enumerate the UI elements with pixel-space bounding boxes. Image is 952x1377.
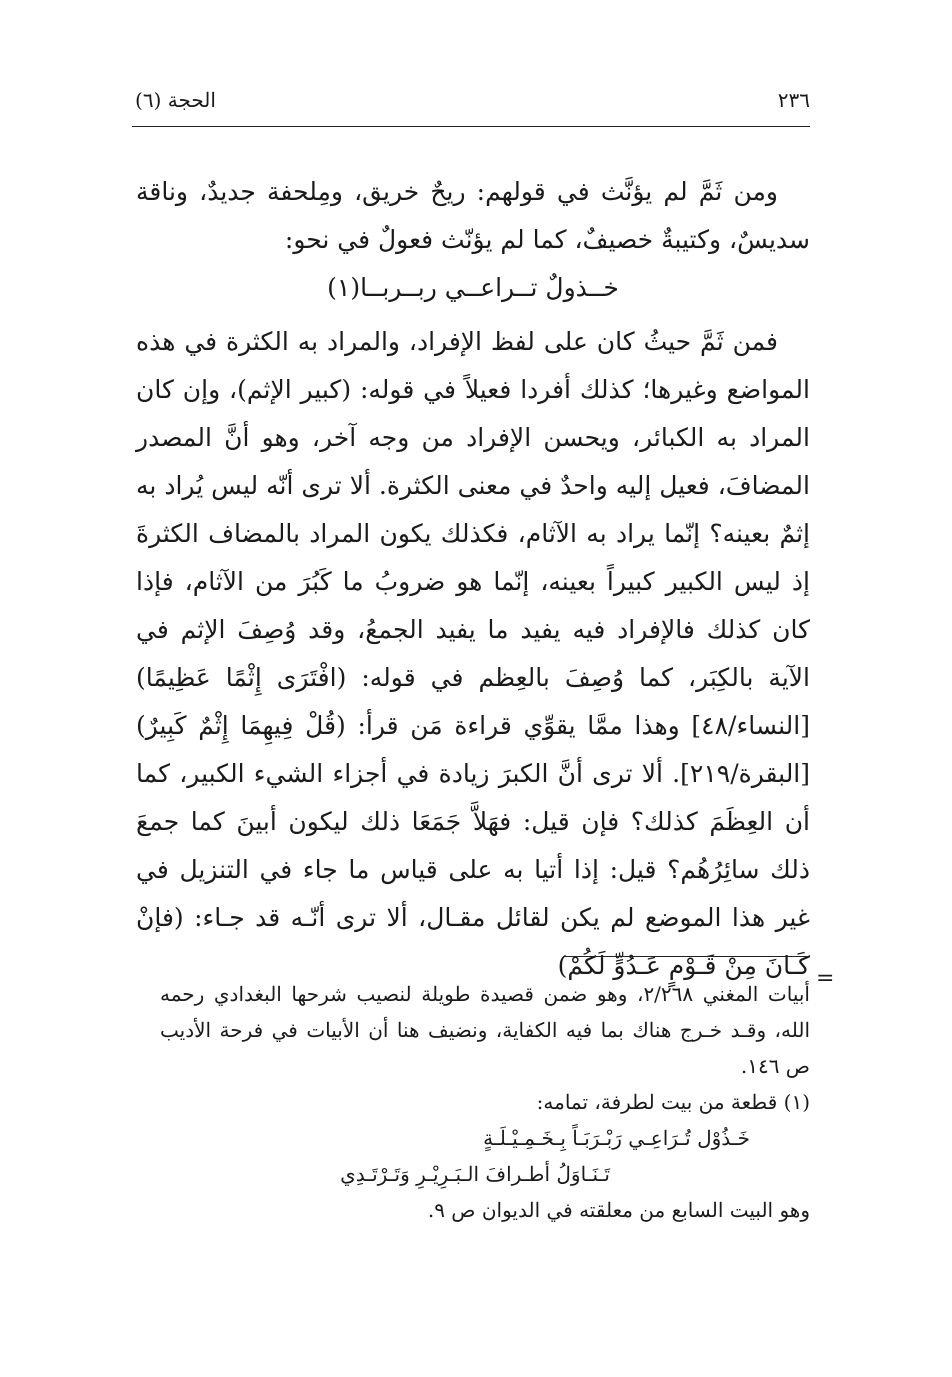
verse-line: خــذولٌ تــراعــي ربــربــا(١): [327, 273, 619, 302]
footnote-continuation: أبيات المغني ٢/٢٦٨، وهو ضمن قصيدة طويلة لنصيب شرحها البغدادي رحمه الله، وقـد خـرج هناك بما فيه الكفاية، ونضيف هنا أن الأبيات في فرحة الأديب ص ١٤٦.: [160, 982, 810, 1078]
page-number: ٢٣٦: [777, 88, 810, 112]
footnote-1-source: وهو البيت السابع من معلقته في الديوان ص ٩.: [427, 1198, 810, 1222]
footnote-rule: [563, 956, 810, 957]
main-text: [136, 168, 810, 990]
footnotes: [160, 976, 810, 1228]
running-header: [135, 82, 810, 118]
paragraph-1: ومن ثَمَّ لم يؤنَّث في قولهم: ريحٌ خريق، ومِلحفة جديدٌ، وناقة سديسٌ، وكتيبةٌ خصيفٌ، كما لم يؤنّث فعولٌ في نحو:: [136, 177, 810, 254]
header-rule: [132, 126, 810, 127]
footnote-1-verse-2: تَـنَـاوَلُ أطـرافَ الـبَـرِيْـرِ وَتَـرْتَـدِي: [340, 1162, 610, 1186]
book-title: الحجة (٦): [135, 88, 216, 112]
continuation-mark: =: [816, 966, 835, 991]
footnote-1-intro: (١) قطعة من بيت لطرفة، تمامه:: [536, 1090, 810, 1114]
footnote-1-verse-1: خَـذُوْل تُـرَاعِـي رَبْـرَبَـاً بِـخَـمِـيْـلَـةٍ: [483, 1126, 750, 1150]
paragraph-2: فمن ثَمَّ حيثُ كان على لفظ الإفراد، والمراد به الكثرة في هذه المواضع وغيرها؛ كذلك أفردا فعيلاً في قوله: (كبير الإثم)، وإن كان المراد به الكبائر، ويحسن الإفراد من وجه آخر، وهو أنَّ المصدر المضافَ، فعيل إليه واحدٌ في معنى الكثرة. ألا ترى أنّه ليس يُراد به إثمٌ بعينه؟ إنّما يراد به الآثام، فكذلك يكون المراد بالمضاف الكثرةَ إذ ليس الكبير كبيراً بعينه، إنّما هو ضروبُ ما كَبُرَ من الآثام، فإذا كان كذلك فالإفراد فيه يفيد ما يفيد الجمعُ، وقد وُصِفَ الإثم في الآية بالكِبَر، كما وُصِفَ بالعِظم في قوله: (افْتَرَى إِثْمًا عَظِيمًا) [النساء/٤٨] وهذا ممَّا يقوِّي قراءة مَن قرأ: (قُلْ فِيهِمَا إِثْمٌ كَبِيرٌ) [البقرة/٢١٩]. ألا ترى أنَّ الكبرَ زيادة في أجزاء الشيء الكبير، كما أن العِظَمَ كذلك؟ فإن قيل: فهَلاَّ جَمَعَا ذلك ليكون أبينَ كما جمعَ ذلك سائِرُهُم؟ قيل: إذا أتيا به على قياس ما جاء في التنزيل في غير هذا الموضع لم يكن لقائل مقـال، ألا ترى أنّـه قد جـاء: (فإنْ كَـانَ مِنْ قَـوْمٍ عَـدُوٍّ لَكُمْ): [136, 327, 811, 980]
